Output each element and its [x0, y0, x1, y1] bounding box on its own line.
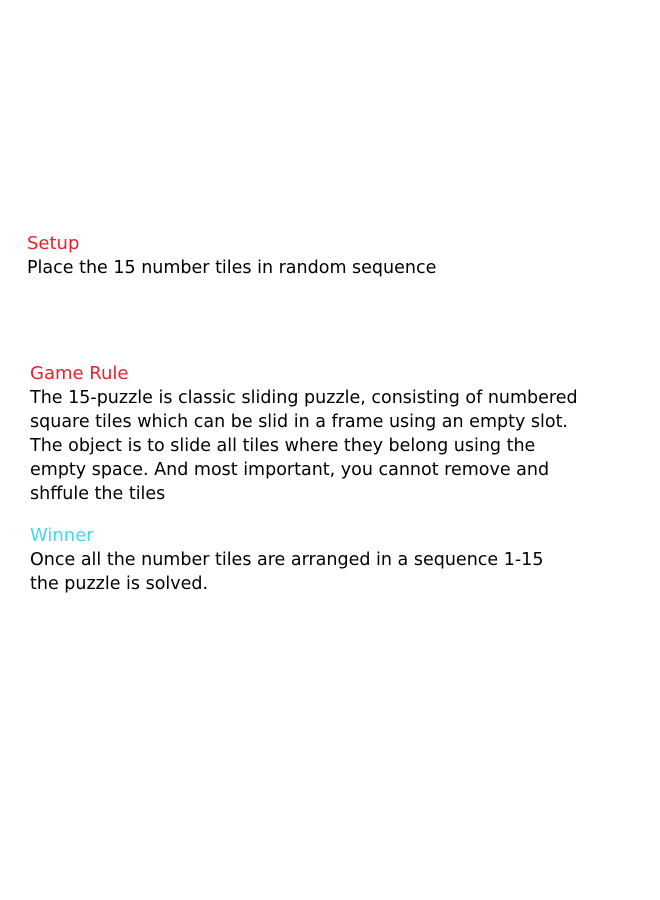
winner-section	[0, 524, 660, 596]
setup-text: Place the 15 number tiles in random sequence	[27, 258, 437, 278]
game-rule-section	[0, 362, 660, 506]
winner-heading: Winner	[30, 525, 94, 546]
game-rule-heading: Game Rule	[30, 363, 129, 384]
setup-section	[0, 232, 660, 280]
setup-heading: Setup	[27, 233, 80, 254]
winner-text: Once all the number tiles are arranged in a sequence 1-15 the puzzle is solved.	[30, 550, 544, 594]
game-rule-text: The 15-puzzle is classic sliding puzzle, consisting of numbered square tiles which can be slid in a frame using an empty slot. The object is to slide all tiles where they belong using the empty space. And most important, you cannot remove and shffule the tiles	[30, 388, 578, 504]
